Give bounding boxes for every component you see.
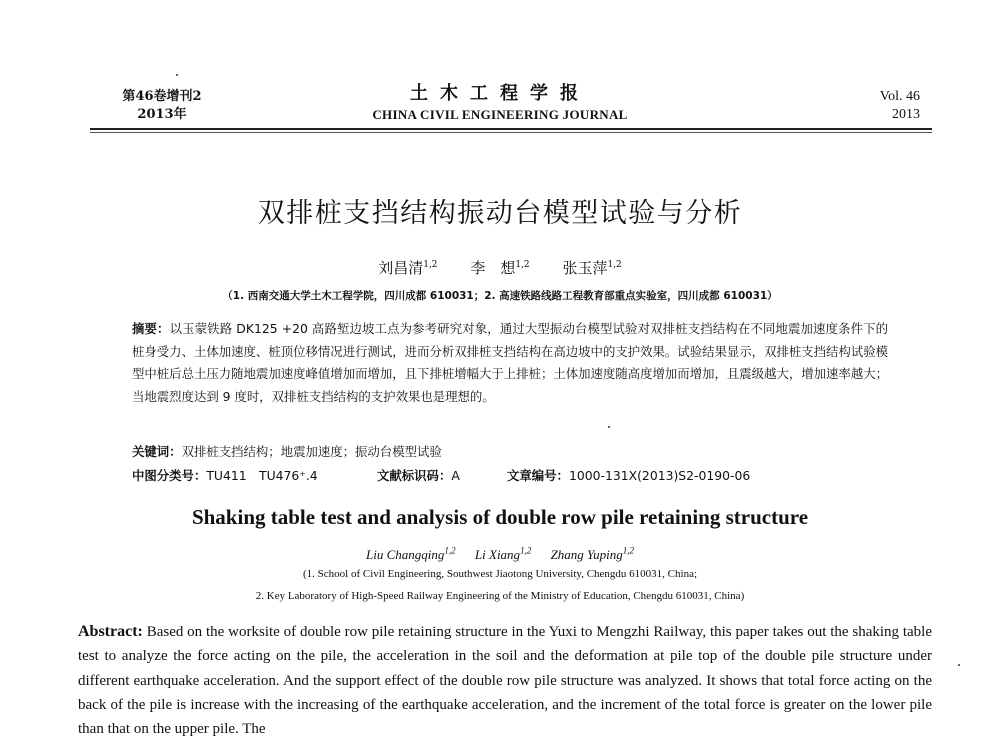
author-en-2: Li Xiang$^{1,2}$ <box>474 545 532 562</box>
journal-name-en: CHINA CIVIL ENGINEERING JOURNAL <box>372 107 628 122</box>
classification-line <box>132 466 888 486</box>
scan-speck <box>176 74 178 76</box>
author-cn-1: 刘昌清$^{1,2}$ <box>378 259 438 277</box>
header-rule-thin <box>90 132 932 133</box>
keywords-cn-text: 双排桩支挡结构；地震加速度；振动台模型试验 <box>181 444 442 459</box>
abstract-cn-label: 摘要： <box>132 321 170 336</box>
year-en: 2013 <box>892 107 920 122</box>
author-cn-3: 张玉萍$^{1,2}$ <box>562 259 622 277</box>
paper-title-en: Shaking table test and analysis of double row pile retaining structure <box>191 505 809 529</box>
affiliation-en-2: 2. Key Laboratory of High-Speed Railway Engineering of the Ministry of Education, Chengdu 610031, China) <box>255 590 745 602</box>
keywords-cn-label: 关键词： <box>132 444 182 459</box>
authors-en <box>0 546 1000 564</box>
abstract-cn <box>132 318 888 409</box>
affiliation-cn: （1. 西南交通大学土木工程学院，四川成都 610031；2. 高速铁路线路工程教育部重点实验室，四川成都 610031） <box>222 290 778 302</box>
year-label: 2013年 <box>137 107 187 122</box>
authors-cn <box>0 258 1000 278</box>
abstract-en-text: Based on the worksite of double row pile retaining structure in the Yuxi to Mengzhi Railway, this paper takes out the shaking table test to analyze the force acting on the pile, the acceleration in the soil and the deformation at pile top of the double pile structure under different earthquake acceleration. And the support effect of the double row pile structure was analyzed. It shows that total force acting on the back of the pile is increase with the increasing of the earthquake acceleration, and the increment of the total force is greater on the lower pile than that on the upper pile. The <box>78 624 932 738</box>
author-cn-2: 李 想$^{1,2}$ <box>470 259 530 277</box>
volume-en: Vol. 46 <box>879 89 920 104</box>
article-number: 文章编号：1000-131X(2013)S2-0190-06 <box>507 468 751 483</box>
paper-title-cn: 双排桩支挡结构振动台模型试验与分析 <box>257 198 743 229</box>
header-rule-thick <box>90 128 932 130</box>
abstract-cn-text: 以玉蒙铁路 DK125 +20 高路堑边坡工点为参考研究对象，通过大型振动台模型试验对双排桩支挡结构在不同地震加速度条件下的桩身受力、土体加速度、桩顶位移情况进行测试，进而分析双排桩支挡结构在高边坡中的支护效果。试验结果显示，双排桩支挡结构试验模型中桩后总土压力随地震加速度峰值增加而增加，且下排桩增幅大于上排桩；土体加速度随高度增加而增加，且震级越大，增加速率越大；当地震烈度达到 9 度时，双排桩支挡结构的支护效果也是理想的。 <box>132 321 889 405</box>
scan-speck <box>608 426 610 428</box>
document-code: 文献标识码：A <box>377 468 460 483</box>
journal-name <box>330 82 670 124</box>
journal-name-cn: 土木工程学报 <box>410 83 590 104</box>
author-en-1: Liu Changqing$^{1,2}$ <box>366 545 456 562</box>
volume-label: 第46卷增刊2 <box>122 89 202 104</box>
clc-number: 中图分类号：TU411 TU476⁺.4 <box>132 468 318 483</box>
volume-issue <box>92 88 232 124</box>
abstract-en <box>78 620 932 741</box>
keywords-cn <box>132 442 888 462</box>
scan-speck <box>958 664 960 666</box>
abstract-en-label: Abstract: <box>78 623 143 640</box>
author-en-3: Zhang Yuping$^{1,2}$ <box>550 545 634 562</box>
volume-year-en <box>840 88 920 124</box>
affiliation-en-1: (1. School of Civil Engineering, Southwest Jiaotong University, Chengdu 610031, China; <box>302 568 698 580</box>
